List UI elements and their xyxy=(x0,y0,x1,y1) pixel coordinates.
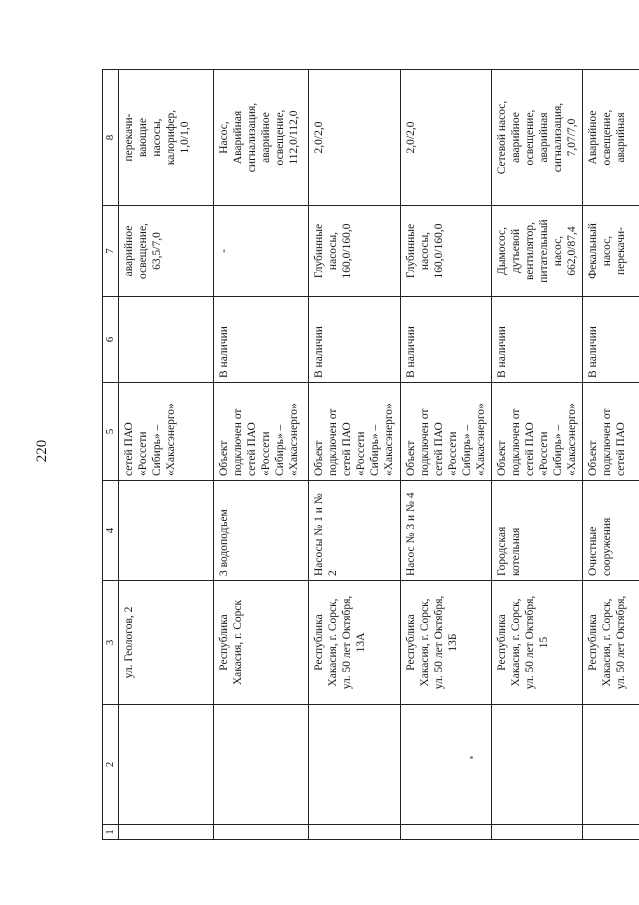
cell-text: Республика Хакасия, г. Сорск, ул. 50 лет Октября, 13Б xyxy=(404,595,459,690)
table-row xyxy=(400,70,491,840)
table-cell-c7 xyxy=(582,206,639,297)
cell-text: Объект подключен от сетей ПАО «Россети Сибирь» – «Хакасэнерго» xyxy=(313,403,396,476)
table-cell-c3 xyxy=(309,581,400,705)
table-row xyxy=(309,70,400,840)
column-header-7: 7 xyxy=(103,206,119,297)
cell-text: Республика Хакасия, г. Сорск xyxy=(218,599,245,686)
column-header-3: 3 xyxy=(103,581,119,705)
table-cell-c4 xyxy=(582,481,639,581)
cell-text: Дымосос, дутьевой вентилятор, питательный насос, 662,0/87,4 xyxy=(495,219,578,283)
column-header-1: 1 xyxy=(103,825,119,840)
table-cell-c7 xyxy=(400,206,491,297)
column-header-5: 5 xyxy=(103,383,119,481)
cell-text: Сетевой насос, аварийное освещение, аварийная сигнализация, 7,07/7,0 xyxy=(495,100,578,175)
table-cell-c4 xyxy=(214,481,309,581)
table-cell-c8 xyxy=(400,70,491,206)
table-header-row xyxy=(103,70,119,840)
table-cell-c3 xyxy=(491,581,582,705)
cell-text: Объект подключен от сетей ПАО «Россети Сибирь» – «Хакасэнерго» xyxy=(495,403,578,476)
cell-text: перекачи- вающие насосы, калорифер, 1,0/1,0 xyxy=(123,109,192,166)
table-cell-c5 xyxy=(119,383,214,481)
table-cell-c5 xyxy=(582,383,639,481)
table-cell-c6 xyxy=(400,297,491,383)
table-row xyxy=(582,70,639,840)
cell-text: В наличии xyxy=(218,326,231,378)
cell-text: сетей ПАО «Россети Сибирь» – «Хакасэнерго» xyxy=(123,403,178,476)
table-cell-c7 xyxy=(119,206,214,297)
cell-text: Насос, Аварийная сигнализация, аварийное освещение, 112,0/112,0 xyxy=(218,102,301,173)
table-cell-c3 xyxy=(400,581,491,705)
cell-text: Объект подключен от сетей ПАО «Россети Сибирь» – «Хакасэнерго» xyxy=(404,403,487,476)
table-cell-c1 xyxy=(309,825,400,840)
table-cell-c7 xyxy=(309,206,400,297)
table-cell-c6 xyxy=(214,297,309,383)
table-body xyxy=(103,70,639,840)
table-cell-c2 xyxy=(309,705,400,825)
table-cell-c3 xyxy=(582,581,639,705)
table-cell-c5 xyxy=(214,383,309,481)
table-cell-c6 xyxy=(309,297,400,383)
table-cell-c1 xyxy=(491,825,582,840)
table-cell-c5 xyxy=(491,383,582,481)
cell-text: Аварийное освещение, аварийная xyxy=(586,109,627,166)
cell-text: аварийное освещение, 63,5/7,0 xyxy=(123,223,164,279)
table-cell-c5 xyxy=(309,383,400,481)
table-cell-c3 xyxy=(214,581,309,705)
table-row xyxy=(214,70,309,840)
table-cell-c4 xyxy=(119,481,214,581)
cell-text: Фекальный насос, перекачи- xyxy=(586,223,627,279)
table-cell-c6 xyxy=(119,297,214,383)
table-cell-c8 xyxy=(214,70,309,206)
table-cell-c4 xyxy=(491,481,582,581)
column-header-4: 4 xyxy=(103,481,119,581)
table-cell-c1 xyxy=(214,825,309,840)
table-cell-c8 xyxy=(309,70,400,206)
table-cell-c1 xyxy=(400,825,491,840)
cell-text: В наличии xyxy=(586,326,599,378)
table-cell-c7 xyxy=(491,206,582,297)
cell-text: Очистные сооружения xyxy=(586,517,613,576)
cell-text: Городская котельная xyxy=(495,526,522,576)
page-number: 220 xyxy=(34,439,50,463)
cell-text: Насос № 3 и № 4 xyxy=(404,492,417,576)
table-cell-c2 xyxy=(400,705,491,825)
cell-text: Республика Хакасия, г. Сорск, ул. 50 лет Октября, xyxy=(586,595,627,690)
table-cell-c1 xyxy=(119,825,214,840)
table-cell-c6 xyxy=(582,297,639,383)
cell-text: - xyxy=(218,249,231,253)
cell-text: Республика Хакасия, г. Сорск, ул. 50 лет Октября, 15 xyxy=(495,595,550,690)
column-header-8: 8 xyxy=(103,70,119,206)
column-header-2: 2 xyxy=(103,705,119,825)
table-cell-c6 xyxy=(491,297,582,383)
cell-text: Глубинные насосы, 160,0/160,0 xyxy=(404,223,445,279)
table-cell-c8 xyxy=(491,70,582,206)
table-cell-c2 xyxy=(119,705,214,825)
cell-text: Республика Хакасия, г. Сорск, ул. 50 лет Октября, 13А xyxy=(313,595,368,690)
table-cell-c1 xyxy=(582,825,639,840)
table-cell-c3 xyxy=(119,581,214,705)
data-table xyxy=(102,69,639,840)
table-cell-c7 xyxy=(214,206,309,297)
cell-text: Глубинные насосы, 160,0/160,0 xyxy=(313,223,354,279)
cell-text: В наличии xyxy=(313,326,326,378)
column-header-6: 6 xyxy=(103,297,119,383)
cell-text: Объект подключен от сетей ПАО xyxy=(586,408,627,476)
rotated-table-container xyxy=(102,70,639,840)
cell-text: Объект подключен от сетей ПАО «Россети Сибирь» – «Хакасэнерго» xyxy=(218,403,301,476)
table-cell-c4 xyxy=(309,481,400,581)
table-cell-c8 xyxy=(119,70,214,206)
pencil-mark xyxy=(470,756,473,759)
cell-text: 3 водоподъем xyxy=(218,509,231,576)
cell-text: В наличии xyxy=(495,326,508,378)
cell-text: Насосы № 1 и № 2 xyxy=(313,493,340,576)
table-cell-c2 xyxy=(491,705,582,825)
table-row xyxy=(119,70,214,840)
table-cell-c2 xyxy=(214,705,309,825)
cell-text: В наличии xyxy=(404,326,417,378)
table-cell-c2 xyxy=(582,705,639,825)
table-cell-c5 xyxy=(400,383,491,481)
table-cell-c4 xyxy=(400,481,491,581)
cell-text: 2,0/2,0 xyxy=(404,121,417,154)
table-row xyxy=(491,70,582,840)
cell-text: ул. Геологов, 2 xyxy=(123,606,136,679)
table-cell-c8 xyxy=(582,70,639,206)
cell-text: 2,0/2,0 xyxy=(313,121,326,154)
